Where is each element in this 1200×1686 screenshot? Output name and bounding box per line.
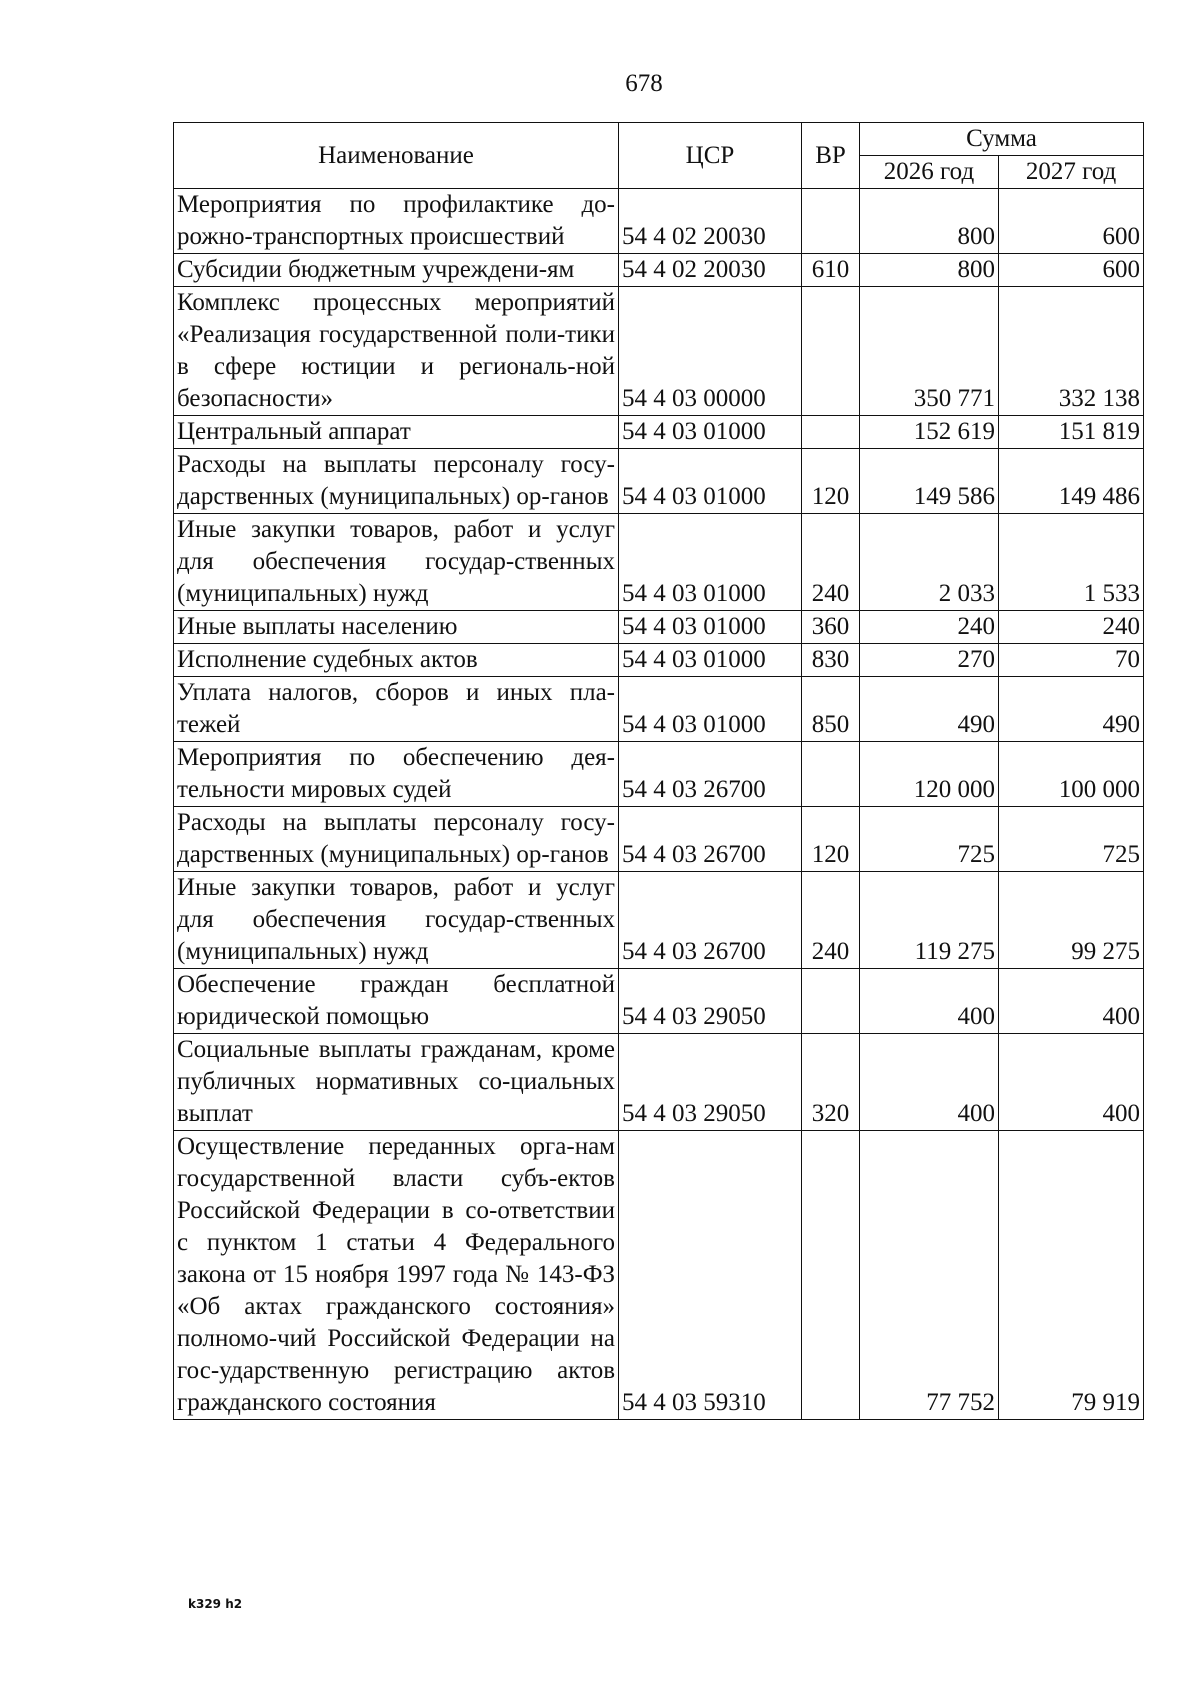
row-vr-cell	[802, 742, 860, 807]
header-name: Наименование	[174, 123, 619, 189]
row-csr-cell: 54 4 02 20030	[619, 254, 802, 287]
row-csr-cell: 54 4 03 26700	[619, 872, 802, 969]
row-2026-cell: 400	[860, 1034, 999, 1131]
row-csr-cell: 54 4 02 20030	[619, 189, 802, 254]
row-vr-cell: 120	[802, 449, 860, 514]
row-csr-cell: 54 4 03 59310	[619, 1131, 802, 1420]
row-name-cell: Обеспечение граждан бесплатной юридической помощью	[174, 969, 619, 1034]
table-row	[174, 742, 1144, 807]
row-2027-cell: 151 819	[999, 416, 1144, 449]
row-csr-cell: 54 4 03 01000	[619, 611, 802, 644]
row-csr-cell: 54 4 03 01000	[619, 514, 802, 611]
row-name-cell: Исполнение судебных актов	[174, 644, 619, 677]
row-name-cell: Иные закупки товаров, работ и услуг для обеспечения государ-ственных (муниципальных) нужд	[174, 514, 619, 611]
row-2026-cell: 149 586	[860, 449, 999, 514]
row-csr-cell: 54 4 03 01000	[619, 677, 802, 742]
table-row	[174, 514, 1144, 611]
row-vr-cell	[802, 1131, 860, 1420]
row-2027-cell: 70	[999, 644, 1144, 677]
row-csr-cell: 54 4 03 01000	[619, 416, 802, 449]
row-name-cell: Центральный аппарат	[174, 416, 619, 449]
row-2027-cell: 600	[999, 189, 1144, 254]
row-2027-cell: 99 275	[999, 872, 1144, 969]
row-name-cell: Иные выплаты населению	[174, 611, 619, 644]
row-2026-cell: 800	[860, 254, 999, 287]
row-2027-cell: 400	[999, 969, 1144, 1034]
row-name-cell: Иные закупки товаров, работ и услуг для обеспечения государ-ственных (муниципальных) нужд	[174, 872, 619, 969]
row-2026-cell: 119 275	[860, 872, 999, 969]
header-sum: Сумма	[860, 123, 1144, 156]
row-2027-cell: 149 486	[999, 449, 1144, 514]
header-year-2027: 2027 год	[999, 156, 1144, 189]
row-2026-cell: 400	[860, 969, 999, 1034]
row-2026-cell: 240	[860, 611, 999, 644]
row-csr-cell: 54 4 03 26700	[619, 742, 802, 807]
row-2027-cell: 332 138	[999, 287, 1144, 416]
row-vr-cell: 360	[802, 611, 860, 644]
table-row	[174, 872, 1144, 969]
table-row	[174, 1131, 1144, 1420]
row-csr-cell: 54 4 03 26700	[619, 807, 802, 872]
table-row	[174, 287, 1144, 416]
row-2027-cell: 79 919	[999, 1131, 1144, 1420]
page-number: 678	[625, 70, 663, 97]
row-vr-cell	[802, 969, 860, 1034]
row-name-cell: Субсидии бюджетным учреждени-ям	[174, 254, 619, 287]
table-row	[174, 416, 1144, 449]
footer-code: k329 h2	[188, 1597, 243, 1611]
row-vr-cell: 610	[802, 254, 860, 287]
row-name-cell: Осуществление переданных орга-нам государственной власти субъ-ектов Российской Федерации в со-ответствии с пунктом 1 статьи 4 Федерального закона от 15 ноября 1997 года № 143-ФЗ «Об актах гражданского состояния» полномо-чий Российской Федерации на гос-ударственную регистрацию актов гражданского состояния	[174, 1131, 619, 1420]
header-csr: ЦСР	[619, 123, 802, 189]
table-row	[174, 611, 1144, 644]
table-row	[174, 189, 1144, 254]
header-vr: ВР	[802, 123, 860, 189]
row-2027-cell: 490	[999, 677, 1144, 742]
budget-table	[173, 122, 1144, 1420]
row-2026-cell: 152 619	[860, 416, 999, 449]
row-name-cell: Мероприятия по профилактике до-рожно-транспортных происшествий	[174, 189, 619, 254]
row-vr-cell	[802, 189, 860, 254]
row-2026-cell: 350 771	[860, 287, 999, 416]
table-row	[174, 254, 1144, 287]
row-csr-cell: 54 4 03 29050	[619, 1034, 802, 1131]
row-2027-cell: 240	[999, 611, 1144, 644]
row-vr-cell: 850	[802, 677, 860, 742]
row-2027-cell: 1 533	[999, 514, 1144, 611]
row-2026-cell: 490	[860, 677, 999, 742]
row-2026-cell: 77 752	[860, 1131, 999, 1420]
table-row	[174, 1034, 1144, 1131]
budget-table-container	[173, 122, 1143, 1420]
row-2027-cell: 100 000	[999, 742, 1144, 807]
row-vr-cell	[802, 287, 860, 416]
row-name-cell: Расходы на выплаты персоналу госу-дарственных (муниципальных) ор-ганов	[174, 449, 619, 514]
header-year-2026: 2026 год	[860, 156, 999, 189]
table-row	[174, 644, 1144, 677]
row-2026-cell: 120 000	[860, 742, 999, 807]
row-csr-cell: 54 4 03 01000	[619, 449, 802, 514]
row-vr-cell: 830	[802, 644, 860, 677]
row-2026-cell: 2 033	[860, 514, 999, 611]
row-vr-cell: 240	[802, 514, 860, 611]
row-vr-cell: 120	[802, 807, 860, 872]
row-vr-cell: 320	[802, 1034, 860, 1131]
row-vr-cell	[802, 416, 860, 449]
row-csr-cell: 54 4 03 29050	[619, 969, 802, 1034]
row-2027-cell: 725	[999, 807, 1144, 872]
row-vr-cell: 240	[802, 872, 860, 969]
row-2026-cell: 800	[860, 189, 999, 254]
row-csr-cell: 54 4 03 00000	[619, 287, 802, 416]
row-2027-cell: 600	[999, 254, 1144, 287]
table-row	[174, 677, 1144, 742]
row-name-cell: Уплата налогов, сборов и иных пла-тежей	[174, 677, 619, 742]
table-row	[174, 807, 1144, 872]
row-2026-cell: 270	[860, 644, 999, 677]
row-csr-cell: 54 4 03 01000	[619, 644, 802, 677]
row-name-cell: Комплекс процессных мероприятий «Реализация государственной поли-тики в сфере юстиции и региональ-ной безопасности»	[174, 287, 619, 416]
table-row	[174, 449, 1144, 514]
row-name-cell: Мероприятия по обеспечению дея-тельности мировых судей	[174, 742, 619, 807]
row-2026-cell: 725	[860, 807, 999, 872]
table-row	[174, 969, 1144, 1034]
row-2027-cell: 400	[999, 1034, 1144, 1131]
row-name-cell: Расходы на выплаты персоналу госу-дарственных (муниципальных) ор-ганов	[174, 807, 619, 872]
row-name-cell: Социальные выплаты гражданам, кроме публичных нормативных со-циальных выплат	[174, 1034, 619, 1131]
table-body	[174, 189, 1144, 1420]
